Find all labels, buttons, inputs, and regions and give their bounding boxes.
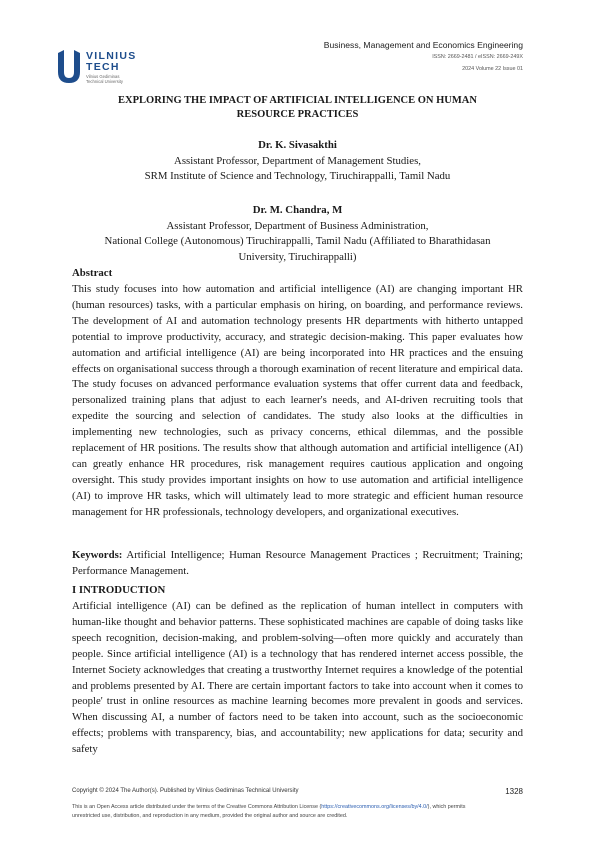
paper-title: EXPLORING THE IMPACT OF ARTIFICIAL INTELLIGENCE ON HUMAN RESOURCE PRACTICES <box>118 95 477 120</box>
journal-name: Business, Management and Economics Engineering <box>323 40 523 50</box>
author-name: Dr. K. Sivasakthi <box>258 139 337 151</box>
introduction-heading: I INTRODUCTION <box>72 584 166 596</box>
abstract-text: This study focuses into how automation and artificial intelligence (AI) are changing important HR (human resources) tasks, with a particular emphasis on hiring, on boarding, and performance reviews. The development of AI and automation technology presents HR departments with hitherto untapped potential to improve productivity, accuracy, and strategic decision-making. This paper evaluates how automation and artificial intelligence (AI) are being incorporated into HR practices and the ensuing effects on organisational success through a thorough examination of recent literature and empirical data. The study focuses on advanced performance evaluation systems that offer current data and feedback, personalized training plans that adjust to each learner's needs, and AI-driven recruiting tools that expedite the sourcing and selection of candidates. The study also looks at the difficulties in implementing new technologies, such as privacy concerns, ethical dilemmas, and the possible replacement of HR positions. The results show that although automation and artificial intelligence (AI) can greatly enhance HR procedures, risk management requires cautious application and ongoing oversight. This study provides important insights on how to use automation and artificial intelligence (AI) to improve HR tasks, which will ultimately lead to more strategic and efficient human resource management for HR professionals, technology developers, and organizational executives. <box>72 283 523 518</box>
author-affiliation: University, Tiruchirappalli) <box>238 250 357 263</box>
university-logo <box>56 50 166 88</box>
logo-subtitle: Vilnius Gediminas Technical University <box>86 74 124 84</box>
keywords <box>72 548 523 580</box>
journal-issn: ISSN: 2669-2481 / eISSN: 2669-249X <box>432 54 523 60</box>
license-text: ), which permits unrestricted use, distribution, and reproduction in any medium, provided the original author and source are credited. <box>72 804 466 819</box>
keywords-label: Keywords: <box>72 549 123 561</box>
logo-title: VILNIUS TECH <box>86 50 137 73</box>
author-affiliation: SRM Institute of Science and Technology, Tiruchirappalli, Tamil Nadu <box>144 170 451 183</box>
page-number: 1328 <box>505 787 523 796</box>
journal-volume: 2024 Volume 22 Issue 01 <box>462 66 523 72</box>
vilnius-tech-logo-icon <box>56 50 82 84</box>
abstract-heading: Abstract <box>72 267 113 279</box>
author-affiliation: Assistant Professor, Department of Management Studies, <box>174 154 421 167</box>
introduction-text: Artificial intelligence (AI) can be defined as the replication of human intellect in computers with human-like thought and behavior patterns. These sophisticated machines are capable of doing tasks like speech recognition, decision-making, and problem-solving—often more quickly and accurately than people. Since artificial intelligence (AI) is a technology that has rendered internet access possible, the Internet Society acknowledges that creating a trustworthy Internet requires a knowledge of the potential and problems presented by AI. There are certain important factors to take into account when it comes to people' trust in online resources as machine learning becomes more prevalent in goods and services. When discussing AI, a number of factors need to be taken into account, such as the socioeconomic effects; problems with transparency, bias, and accountability; new applications for data; security and safety <box>72 600 523 756</box>
license-notice <box>72 803 472 821</box>
author-affiliation: National College (Autonomous) Tiruchirappalli, Tamil Nadu (Affiliated to Bharathidasan <box>104 235 491 248</box>
journal-header <box>324 40 523 75</box>
author-block <box>72 203 523 265</box>
author-name: Dr. M. Chandra, M <box>252 204 343 216</box>
license-text: This is an Open Access article distributed under the terms of the Creative Commons Attribution License ( <box>72 804 322 810</box>
copyright-notice: Copyright © 2024 The Author(s). Published by Vilnius Gediminas Technical University <box>72 788 299 794</box>
author-affiliation: Assistant Professor, Department of Business Administration, <box>166 219 429 232</box>
keywords-text: Artificial Intelligence; Human Resource Management Practices ; Recruitment; Training; Performance Management. <box>72 549 523 577</box>
author-block <box>72 138 523 185</box>
license-link[interactable]: https://creativecommons.org/licenses/by/4.0/ <box>321 804 428 810</box>
